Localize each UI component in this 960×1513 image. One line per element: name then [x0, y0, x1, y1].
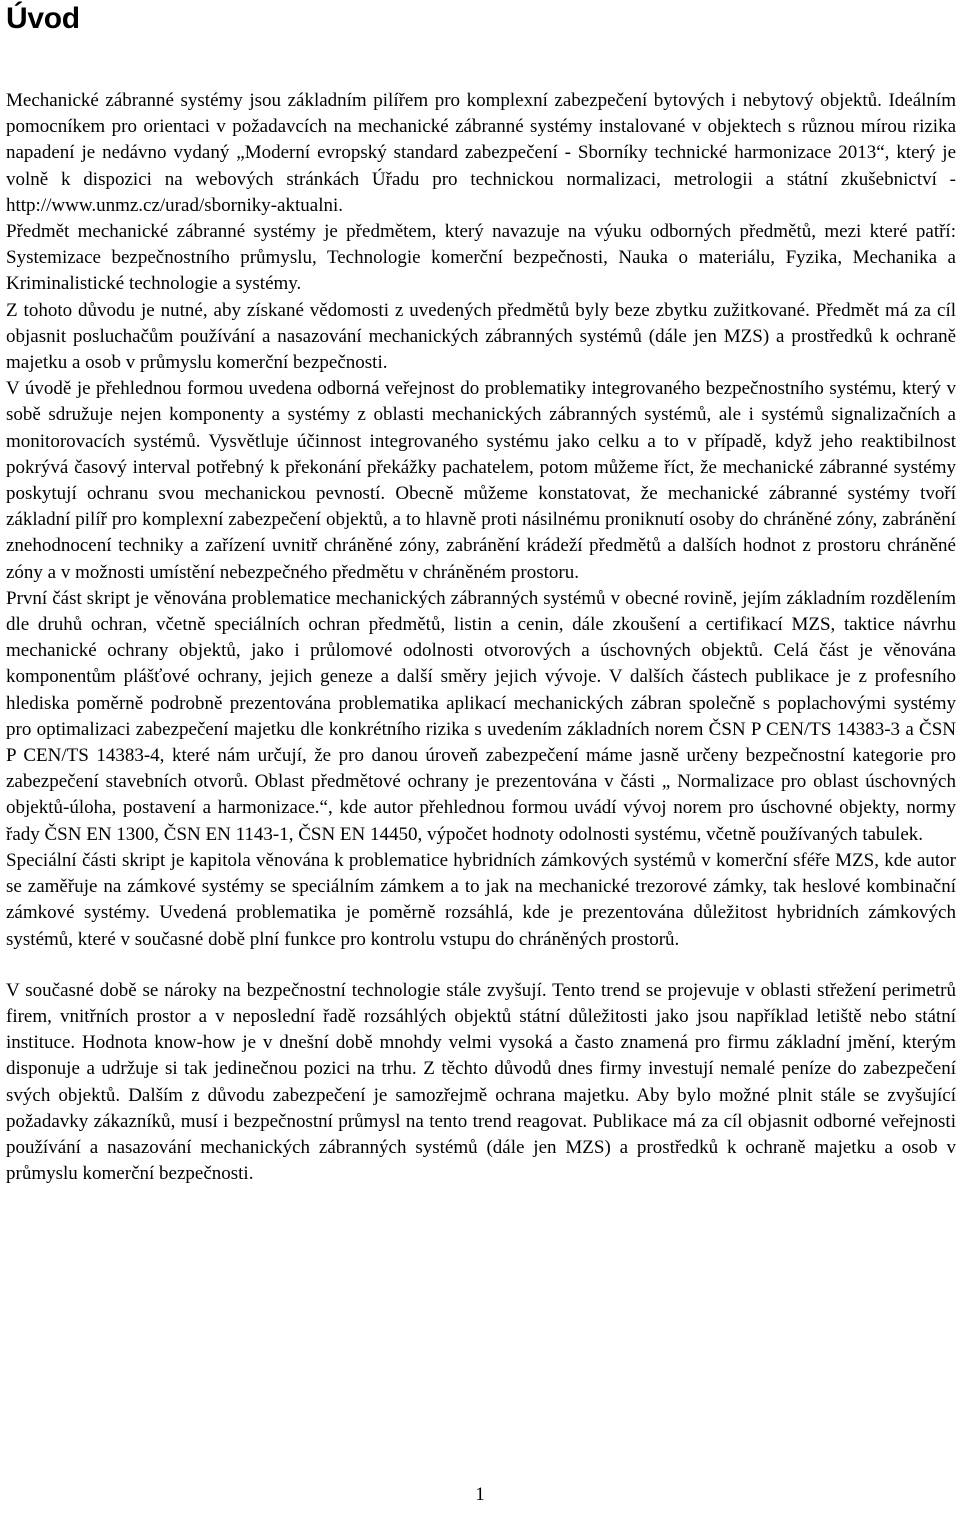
page-number: 1 — [475, 1484, 485, 1505]
paragraph-special-part: Speciální části skript je kapitola věnována k problematice hybridních zámkových systémů v komerční sféře MZS, kde autor se zaměřuje na zámkové systémy se speciálním zámkem a to jak na mechanické trezorové zámky, tak heslové kombinační zámkové systémy. Uvedená problematika je poměrně rozsáhlá, kde je prezentována důležitost hybridních zámkových systémů, které v současné době plní funkce pro kontrolu vstupu do chráněných prostorů. — [6, 849, 956, 950]
document-page — [6, 0, 956, 1185]
page-title: Úvod — [6, 2, 80, 35]
paragraph-first-part: První část skript je věnována problematice mechanických zábranných systémů v obecné rovině, jejím základním rozdělením dle druhů ochran, včetně speciálních ochran předmětů, listin a cenin, dále zkoušení a certifikací MZS, taktice návrhu mechanické ochrany objektů, jako i průlomové odolnosti otvorových a úschovných objektů. Celá část je věnována komponentům plášťové ochrany, jejich geneze a další směry jejich vývoje. V dalších částech publikace je z profesního hlediska poměrně podrobně prezentována problematika aplikací mechanických zábran společně s poplachovými systémy pro optimalizaci zabezpečení majetku dle konkrétního rizika s uvedením základních norem ČSN P CEN/TS 14383-3 a ČSN P CEN/TS 14383-4, které nám určují, že pro danou úroveň zabezpečení máme jasně určeny bezpečnostní kategorie pro zabezpečení stavebních otvorů. Oblast předmětové ochrany je prezentována v části „ Normalizace pro oblast úschovných objektů-úloha, postavení a harmonizace.“, kde autor přehlednou formou uvádí vývoj norem pro úschovné objekty, normy řady ČSN EN 1300, ČSN EN 1143-1, ČSN EN 14450, výpočet hodnoty odolnosti systému, včetně používaných tabulek. — [6, 587, 956, 845]
paragraph-introduction-overview: V úvodě je přehlednou formou uvedena odborná veřejnost do problematiky integrovaného bezpečnostního systému, který v sobě sdružuje nejen komponenty a systémy z oblasti mechanických zábranných systémů, ale i systémů signalizačních a monitorovacích systémů. Vysvětluje účinnost integrovaného systému jako celku a to v případě, když jeho reaktibilnost pokrývá časový interval potřebný k překonání překážky pachatelem, potom můžeme říct, že mechanické zábranné systémy poskytují ochranu svou mechanickou pevností. Obecně můžeme konstatovat, že mechanické zábranné systémy tvoří základní pilíř pro komplexní zabezpečení objektů, a to hlavně proti násilnému proniknutí osoby do chráněné zóny, zabránění znehodnocení techniky a zařízení uvnitř chráněné zóny, zabránění krádeží předmětů a dalších hodnot z prostoru chráněné zóny a v možnosti umístění nebezpečného předmětu v chráněném prostoru. — [6, 378, 956, 583]
paragraph-purpose: Z tohoto důvodu je nutné, aby získané vědomosti z uvedených předmětů byly beze zbytku zužitkované. Předmět má za cíl objasnit posluchačům používání a nasazování mechanických zábranných systémů (dále jen MZS) a prostředků k ochraně majetku a osob v průmyslu komerční bezpečnosti. — [6, 299, 956, 374]
body-text — [6, 88, 956, 1187]
paragraph-spacer — [6, 953, 956, 978]
paragraph-current-trends: V současné době se nároky na bezpečnostní technologie stále zvyšují. Tento trend se projevuje v oblasti střežení perimetrů firem, vnitřních prostor a v neposlední řadě rozsáhlých objektů státní důležitosti jako jsou například letiště nebo státní instituce. Hodnota know-how je v dnešní době mnohdy velmi vysoká a často znamená pro firmu základní jmění, kterým disponuje a udržuje si tak jedinečnou pozici na trhu. Z těchto důvodů dnes firmy investují nemalé peníze do zabezpečení svých objektů. Dalším z důvodu zabezpečení je samozřejmě ochrana majetku. Aby bylo možné plnit stále se zvyšující požadavky zákazníků, musí i bezpečnostní průmysl na tento trend reagovat. Publikace má za cíl objasnit odborné veřejnosti používání a nasazování mechanických zábranných systémů (dále jen MZS) a prostředků k ochraně majetku a osob v průmyslu komerční bezpečnosti. — [6, 979, 956, 1185]
paragraph-intro: Mechanické zábranné systémy jsou základním pilířem pro komplexní zabezpečení bytových i nebytový objektů. Ideálním pomocníkem pro orientaci v požadavcích na mechanické zábranné systémy instalované v objektech s různou mírou rizika napadení je nedávno vydaný „Moderní evropský standard zabezpečení - Sborníky technické harmonizace 2013“, který je volně k dispozici na webových stránkách Úřadu pro technickou normalizaci, metrologii a státní zkušebnictví - http://www.unmz.cz/urad/sborniky-aktualni. — [6, 90, 956, 216]
paragraph-subject: Předmět mechanické zábranné systémy je předmětem, který navazuje na výuku odborných předmětů, mezi které patří: Systemizace bezpečnostního průmyslu, Technologie komerční bezpečnosti, Nauka o materiálu, Fyzika, Mechanika a Kriminalistické technologie a systémy. — [6, 221, 956, 295]
